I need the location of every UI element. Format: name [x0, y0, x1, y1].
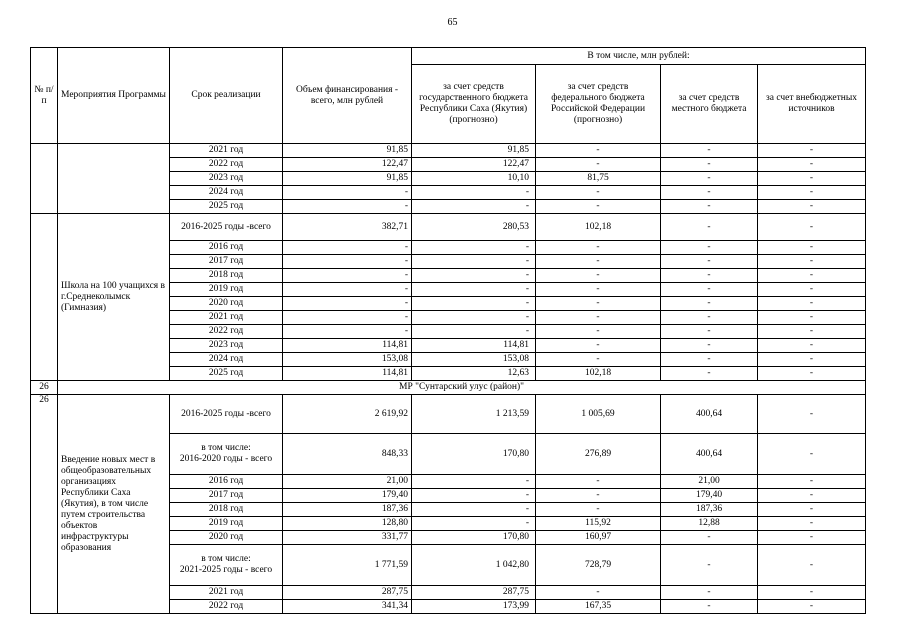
period-cell: 2018 год [170, 503, 283, 517]
extra-budget-cell: - [758, 255, 866, 269]
extra-budget-cell: - [758, 283, 866, 297]
federal-budget-cell: - [536, 255, 661, 269]
federal-budget-cell: - [536, 200, 661, 214]
federal-budget-cell: - [536, 144, 661, 158]
local-budget-cell: - [661, 367, 758, 381]
region-row [31, 381, 866, 395]
period-cell: 2016 год [170, 241, 283, 255]
federal-budget-cell: - [536, 283, 661, 297]
extra-budget-cell: - [758, 489, 866, 503]
state-budget-cell: - [412, 297, 536, 311]
period-cell: 2020 год [170, 297, 283, 311]
federal-budget-cell: - [536, 489, 661, 503]
header-local-budget: за счет средств местного бюджета [661, 65, 758, 144]
extra-budget-cell: - [758, 214, 866, 241]
local-budget-cell: - [661, 600, 758, 614]
period-cell: 2017 год [170, 255, 283, 269]
total-cell: - [283, 283, 412, 297]
extra-budget-cell: - [758, 586, 866, 600]
federal-budget-cell: - [536, 586, 661, 600]
local-budget-cell: - [661, 311, 758, 325]
total-cell: - [283, 241, 412, 255]
local-budget-cell: - [661, 214, 758, 241]
row-number [31, 144, 58, 214]
total-cell: 91,85 [283, 144, 412, 158]
state-budget-cell: 91,85 [412, 144, 536, 158]
extra-budget-cell: - [758, 325, 866, 339]
federal-budget-cell: 167,35 [536, 600, 661, 614]
extra-budget-cell: - [758, 475, 866, 489]
local-budget-cell: - [661, 297, 758, 311]
period-cell: в том числе: 2021-2025 годы - всего [170, 545, 283, 586]
total-cell: - [283, 269, 412, 283]
period-cell: 2019 год [170, 517, 283, 531]
local-budget-cell: - [661, 186, 758, 200]
total-cell: 341,34 [283, 600, 412, 614]
activity-name: Школа на 100 учащихся в г.Среднеколымск (Гимназия) [58, 214, 170, 381]
state-budget-cell: 12,63 [412, 367, 536, 381]
period-cell: 2018 год [170, 269, 283, 283]
period-cell: 2021 год [170, 311, 283, 325]
local-budget-cell: 400,64 [661, 434, 758, 475]
federal-budget-cell: 276,89 [536, 434, 661, 475]
table-row [31, 395, 866, 434]
federal-budget-cell: - [536, 339, 661, 353]
federal-budget-cell: - [536, 503, 661, 517]
total-cell: 114,81 [283, 339, 412, 353]
period-cell: 2021 год [170, 144, 283, 158]
header-federal-budget: за счет средств федерального бюджета Российской Федерации (прогнозно) [536, 65, 661, 144]
extra-budget-cell: - [758, 600, 866, 614]
state-budget-cell: - [412, 255, 536, 269]
local-budget-cell: 179,40 [661, 489, 758, 503]
header-activity: Мероприятия Программы [58, 48, 170, 144]
total-cell: 848,33 [283, 434, 412, 475]
state-budget-cell: 10,10 [412, 172, 536, 186]
total-cell: 382,71 [283, 214, 412, 241]
extra-budget-cell: - [758, 158, 866, 172]
period-cell: в том числе: 2016-2020 годы - всего [170, 434, 283, 475]
total-cell: 1 771,59 [283, 545, 412, 586]
header-state-budget: за счет средств государственного бюджета Республики Саха (Якутия) (прогнозно) [412, 65, 536, 144]
row-number [31, 214, 58, 381]
total-cell: - [283, 200, 412, 214]
federal-budget-cell: - [536, 353, 661, 367]
local-budget-cell: - [661, 255, 758, 269]
region-title: МР "Сунтарский улус (район)" [58, 381, 866, 395]
header-extra-budget: за счет внебюджетных источников [758, 65, 866, 144]
header-num: № п/п [31, 48, 58, 144]
state-budget-cell: 173,99 [412, 600, 536, 614]
extra-budget-cell: - [758, 531, 866, 545]
period-cell: 2022 год [170, 325, 283, 339]
state-budget-cell: 122,47 [412, 158, 536, 172]
state-budget-cell: 114,81 [412, 339, 536, 353]
federal-budget-cell: 102,18 [536, 367, 661, 381]
table-row [31, 214, 866, 241]
activity-name: Введение новых мест в общеобразовательных организациях Республики Саха (Якутия), в том числе путем строительства объектов инфраструктуры образования [58, 395, 170, 614]
total-cell: - [283, 297, 412, 311]
federal-budget-cell: - [536, 186, 661, 200]
extra-budget-cell: - [758, 297, 866, 311]
state-budget-cell: - [412, 269, 536, 283]
state-budget-cell: - [412, 325, 536, 339]
extra-budget-cell: - [758, 241, 866, 255]
local-budget-cell: - [661, 200, 758, 214]
state-budget-cell: 1 042,80 [412, 545, 536, 586]
total-cell: 287,75 [283, 586, 412, 600]
local-budget-cell: 187,36 [661, 503, 758, 517]
federal-budget-cell: - [536, 311, 661, 325]
state-budget-cell: 153,08 [412, 353, 536, 367]
extra-budget-cell: - [758, 503, 866, 517]
period-cell: 2025 год [170, 367, 283, 381]
extra-budget-cell: - [758, 395, 866, 434]
period-cell: 2016-2025 годы -всего [170, 395, 283, 434]
table-body [31, 144, 866, 614]
total-cell: 91,85 [283, 172, 412, 186]
row-number: 26 [31, 395, 58, 614]
local-budget-cell: - [661, 545, 758, 586]
period-cell: 2016 год [170, 475, 283, 489]
local-budget-cell: - [661, 283, 758, 297]
period-cell: 2020 год [170, 531, 283, 545]
period-cell: 2023 год [170, 339, 283, 353]
extra-budget-cell: - [758, 353, 866, 367]
extra-budget-cell: - [758, 434, 866, 475]
total-cell: 2 619,92 [283, 395, 412, 434]
state-budget-cell: - [412, 311, 536, 325]
total-cell: 128,80 [283, 517, 412, 531]
federal-budget-cell: 102,18 [536, 214, 661, 241]
financing-table [30, 47, 866, 614]
local-budget-cell: - [661, 241, 758, 255]
total-cell: 187,36 [283, 503, 412, 517]
state-budget-cell: - [412, 283, 536, 297]
federal-budget-cell: - [536, 475, 661, 489]
activity-name [58, 144, 170, 214]
federal-budget-cell: 81,75 [536, 172, 661, 186]
federal-budget-cell: - [536, 158, 661, 172]
extra-budget-cell: - [758, 200, 866, 214]
local-budget-cell: - [661, 325, 758, 339]
federal-budget-cell: - [536, 241, 661, 255]
total-cell: - [283, 255, 412, 269]
period-cell: 2017 год [170, 489, 283, 503]
total-cell: 179,40 [283, 489, 412, 503]
federal-budget-cell: 728,79 [536, 545, 661, 586]
period-cell: 2023 год [170, 172, 283, 186]
state-budget-cell: - [412, 475, 536, 489]
header-period: Срок реализации [170, 48, 283, 144]
region-number: 26 [31, 381, 58, 395]
state-budget-cell: 280,53 [412, 214, 536, 241]
total-cell: 122,47 [283, 158, 412, 172]
total-cell: - [283, 186, 412, 200]
extra-budget-cell: - [758, 269, 866, 283]
extra-budget-cell: - [758, 517, 866, 531]
state-budget-cell: - [412, 241, 536, 255]
state-budget-cell: - [412, 200, 536, 214]
local-budget-cell: - [661, 158, 758, 172]
state-budget-cell: - [412, 186, 536, 200]
total-cell: 153,08 [283, 353, 412, 367]
header-including: В том числе, млн рублей: [412, 48, 866, 65]
period-cell: 2016-2025 годы -всего [170, 214, 283, 241]
local-budget-cell: - [661, 172, 758, 186]
extra-budget-cell: - [758, 311, 866, 325]
local-budget-cell: - [661, 269, 758, 283]
federal-budget-cell: 160,97 [536, 531, 661, 545]
state-budget-cell: 287,75 [412, 586, 536, 600]
period-cell: 2021 год [170, 586, 283, 600]
local-budget-cell: - [661, 353, 758, 367]
period-cell: 2024 год [170, 353, 283, 367]
local-budget-cell: - [661, 531, 758, 545]
local-budget-cell: 21,00 [661, 475, 758, 489]
state-budget-cell: - [412, 517, 536, 531]
state-budget-cell: 1 213,59 [412, 395, 536, 434]
period-cell: 2025 год [170, 200, 283, 214]
state-budget-cell: - [412, 489, 536, 503]
state-budget-cell: 170,80 [412, 434, 536, 475]
federal-budget-cell: - [536, 297, 661, 311]
header-total: Объем финансирования - всего, млн рублей [283, 48, 412, 144]
total-cell: - [283, 325, 412, 339]
local-budget-cell: 12,88 [661, 517, 758, 531]
extra-budget-cell: - [758, 339, 866, 353]
extra-budget-cell: - [758, 545, 866, 586]
federal-budget-cell: 1 005,69 [536, 395, 661, 434]
total-cell: 114,81 [283, 367, 412, 381]
state-budget-cell: 170,80 [412, 531, 536, 545]
extra-budget-cell: - [758, 367, 866, 381]
extra-budget-cell: - [758, 172, 866, 186]
total-cell: 21,00 [283, 475, 412, 489]
extra-budget-cell: - [758, 186, 866, 200]
table-row [31, 144, 866, 158]
period-cell: 2024 год [170, 186, 283, 200]
extra-budget-cell: - [758, 144, 866, 158]
period-cell: 2019 год [170, 283, 283, 297]
local-budget-cell: - [661, 144, 758, 158]
federal-budget-cell: - [536, 325, 661, 339]
period-cell: 2022 год [170, 600, 283, 614]
local-budget-cell: - [661, 339, 758, 353]
total-cell: 331,77 [283, 531, 412, 545]
page-number: 65 [447, 17, 458, 28]
federal-budget-cell: - [536, 269, 661, 283]
federal-budget-cell: 115,92 [536, 517, 661, 531]
state-budget-cell: - [412, 503, 536, 517]
total-cell: - [283, 311, 412, 325]
period-cell: 2022 год [170, 158, 283, 172]
local-budget-cell: - [661, 586, 758, 600]
local-budget-cell: 400,64 [661, 395, 758, 434]
